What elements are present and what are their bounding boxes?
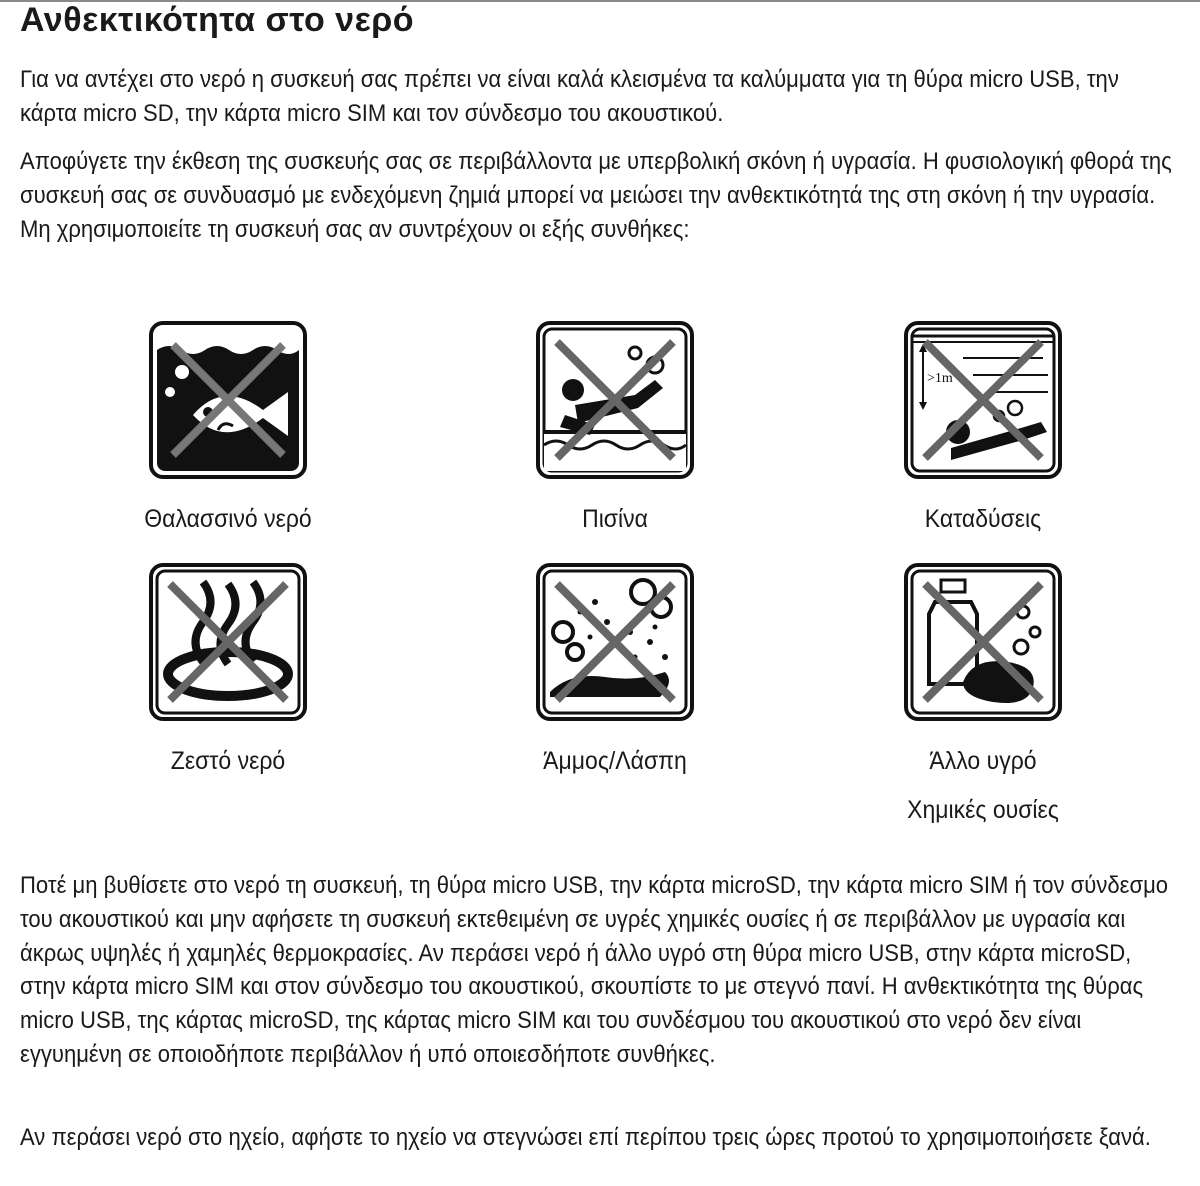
seawater-fish-icon	[148, 320, 308, 480]
condition-label-secondary: Χημικές ουσίες	[907, 796, 1059, 824]
condition-label: Θαλασσινό νερό	[144, 505, 312, 533]
condition-label: Πισίνα	[582, 505, 648, 533]
condition-label: Καταδύσεις	[924, 505, 1042, 533]
other-liquid-icon	[903, 562, 1063, 722]
never-paragraph: Ποτέ μη βυθίσετε στο νερό τη συσκευή, τη θύρα micro USB, την κάρτα microSD, την κάρτα micro SIM ή τον σύνδεσμο του ακουστικού και μην αφήσετε τη συσκευή εκτεθειμένη σε υγρές χημικές ουσίες ή σε περιβάλλον με υγρασία και άκρως υψηλές ή χαμηλές θερμοκρασίες. Αν περάσει νερό ή άλλο υγρό στη θύρα micro USB, στην κάρτα microSD, στην κάρτα micro SIM και στον σύνδεσμο του ακουστικού, σκουπίστε το με στεγνό πανί. Η ανθεκτικότητα της θύρας micro USB, της κάρτας microSD, της κάρτας micro SIM και του συνδέσμου του ακουστικού στο νερό δεν είναι εγγυημένη σε οποιοδήποτε περιβάλλον ή υπό οποιεσδήποτε συνθήκες.	[20, 872, 1169, 1068]
avoid-paragraph: Αποφύγετε την έκθεση της συσκευής σας σε περιβάλλοντα με υπερβολική σκόνη ή υγρασία. Η φυσιολογική φθορά της συσκευή σας σε συνδυασμό με ενδεχόμενη ζημιά μπορεί να μειώσει την ανθεκτικότητά της στη σκόνη ή την υγρασία. Μη χρησιμοποιείτε τη συσκευή σας αν συντρέχουν οι εξής συνθήκες:	[20, 148, 1172, 243]
diving-icon	[903, 320, 1063, 480]
condition-label: Άμμος/Λάσπη	[543, 747, 687, 775]
sand-mud-icon	[535, 562, 695, 722]
condition-label: Ζεστό νερό	[170, 747, 286, 775]
intro-paragraph: Για να αντέχει στο νερό η συσκευή σας πρέπει να είναι καλά κλεισμένα τα καλύμματα για τη θύρα micro USB, την κάρτα micro SD, την κάρτα micro SIM και τον σύνδεσμο του ακουστικού.	[20, 66, 1119, 127]
depth-mark: >1m	[927, 371, 953, 386]
page-title: Ανθεκτικότητα στο νερό	[20, 1, 415, 39]
condition-label: Άλλο υγρό	[929, 747, 1037, 775]
hot-water-icon	[148, 562, 308, 722]
speaker-paragraph: Αν περάσει νερό στο ηχείο, αφήστε το ηχείο να στεγνώσει επί περίπου τρεις ώρες προτού το χρησιμοποιήσετε ξανά.	[20, 1124, 1151, 1151]
swimming-pool-icon	[535, 320, 695, 480]
